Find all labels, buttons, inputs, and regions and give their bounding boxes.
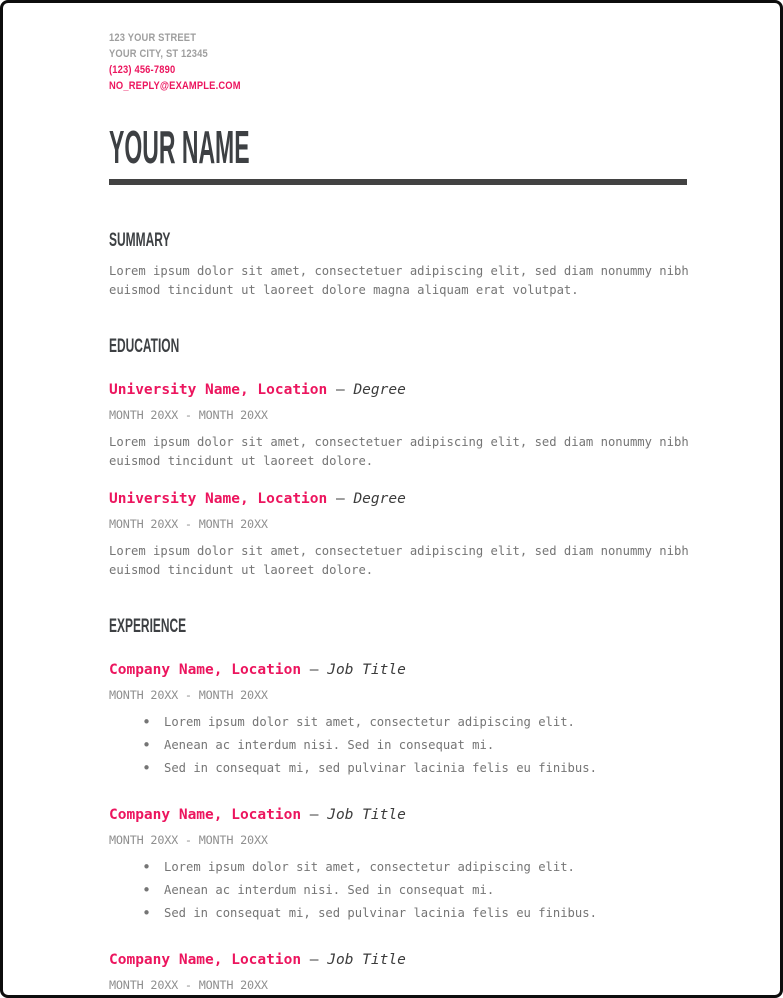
title-separator: — [309, 662, 319, 678]
company-name: Company Name, Location [109, 807, 302, 823]
experience-bullet: • Sed in consequat mi, sed pulvinar lacinia felis eu finibus. [109, 757, 681, 780]
degree-label: Degree [353, 491, 406, 507]
experience-entry [109, 805, 681, 925]
contact-phone: (123) 456-7890 [109, 64, 176, 76]
degree-label: Degree [353, 382, 406, 398]
page-title: YOUR NAME [109, 121, 250, 173]
experience-entry-title [109, 950, 681, 970]
education-dates: MONTH 20XX - MONTH 20XX [109, 408, 268, 422]
experience-bullet-list [109, 856, 681, 925]
section-summary [109, 230, 689, 300]
summary-heading: SUMMARY [109, 230, 171, 251]
university-name: University Name, Location [109, 491, 328, 507]
education-dates: MONTH 20XX - MONTH 20XX [109, 517, 268, 531]
education-entry [109, 380, 689, 471]
education-entry [109, 489, 689, 580]
job-title-label: Job Title [327, 662, 406, 678]
education-entry-title [109, 489, 681, 509]
company-name: Company Name, Location [109, 662, 302, 678]
title-separator: — [335, 382, 345, 398]
resume-content [3, 3, 780, 994]
job-title-label: Job Title [327, 807, 406, 823]
experience-bullet: • Lorem ipsum dolor sit amet, consectetur adipiscing elit. [109, 711, 681, 734]
experience-bullet: • Lorem ipsum dolor sit amet, consectetur adipiscing elit. [109, 856, 681, 879]
education-heading: EDUCATION [109, 336, 180, 357]
section-experience [109, 616, 681, 994]
header-divider [109, 179, 687, 185]
title-separator: — [309, 952, 319, 968]
experience-entry-title [109, 660, 681, 680]
experience-entry-title [109, 805, 681, 825]
experience-bullet-list [109, 711, 681, 780]
experience-entry [109, 950, 681, 994]
summary-text: Lorem ipsum dolor sit amet, consectetuer adipiscing elit, sed diam nonummy nibh euismod tincidunt ut laoreet dolore magna aliquam erat volutpat. [109, 264, 689, 297]
contact-address-city: YOUR CITY, ST 12345 [109, 48, 208, 60]
education-entry-title [109, 380, 681, 400]
contact-block [109, 30, 681, 94]
title-separator: — [309, 807, 319, 823]
experience-bullet: • Aenean ac interdum nisi. Sed in consequat mi. [109, 734, 681, 757]
title-separator: — [335, 491, 345, 507]
contact-email: NO_REPLY@EXAMPLE.COM [109, 80, 241, 92]
experience-dates: MONTH 20XX - MONTH 20XX [109, 688, 268, 702]
experience-bullet: • Sed in consequat mi, sed pulvinar lacinia felis eu finibus. [109, 902, 681, 925]
section-education [109, 336, 689, 580]
company-name: Company Name, Location [109, 952, 302, 968]
job-title-label: Job Title [327, 952, 406, 968]
experience-heading: EXPERIENCE [109, 616, 187, 637]
education-description: Lorem ipsum dolor sit amet, consectetuer adipiscing elit, sed diam nonummy nibh euismod tincidunt ut laoreet dolore. [109, 435, 689, 468]
experience-dates: MONTH 20XX - MONTH 20XX [109, 978, 268, 992]
experience-dates: MONTH 20XX - MONTH 20XX [109, 833, 268, 847]
education-description: Lorem ipsum dolor sit amet, consectetuer adipiscing elit, sed diam nonummy nibh euismod tincidunt ut laoreet dolore. [109, 544, 689, 577]
contact-address-street: 123 YOUR STREET [109, 32, 197, 44]
university-name: University Name, Location [109, 382, 328, 398]
experience-entry [109, 660, 681, 780]
experience-bullet: • Aenean ac interdum nisi. Sed in consequat mi. [109, 879, 681, 902]
